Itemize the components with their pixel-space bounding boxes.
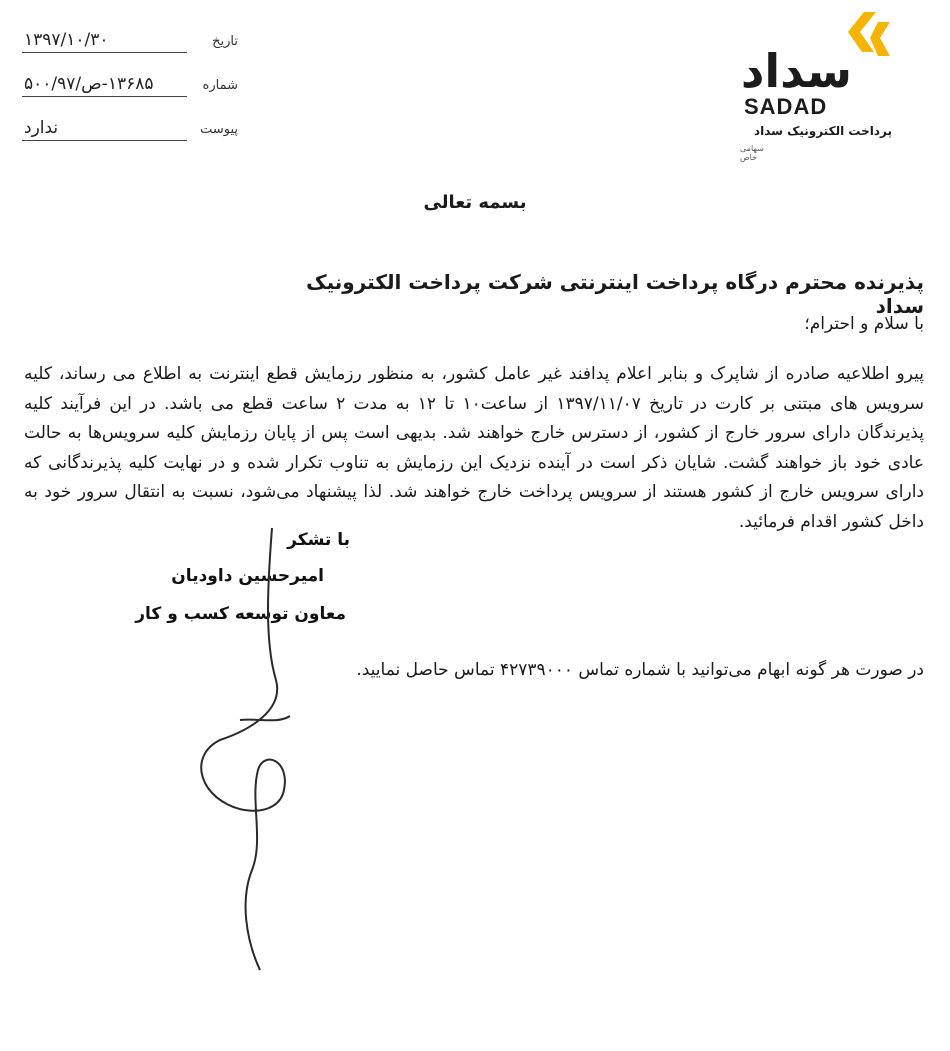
attachment-value: ندارد: [24, 118, 59, 138]
number-row: [22, 72, 252, 116]
signature-name: امیرحسین داودیان: [171, 566, 324, 586]
attachment-row: [22, 116, 252, 160]
number-label: شماره: [202, 78, 238, 93]
sadad-logo: [738, 8, 898, 162]
date-underline: [22, 52, 187, 53]
signature-title: معاون توسعه کسب و کار: [135, 604, 346, 624]
contact-text: در صورت هر گونه ابهام می‌توانید با شماره تماس ۴۲۷۳۹۰۰۰ تماس حاصل نمایید.: [356, 660, 924, 680]
recipient-heading: پذیرنده محترم درگاه پرداخت اینترنتی شرکت پرداخت الکترونیک سداد: [306, 270, 924, 318]
logo-company-type: سهامی خاص: [740, 144, 764, 162]
letter-meta: [22, 28, 252, 160]
attachment-underline: [22, 140, 187, 141]
attachment-label: پیوست: [200, 122, 238, 137]
date-label: تاریخ: [212, 34, 238, 49]
signature-thanks: با تشکر: [287, 530, 350, 550]
greeting-text: با سلام و احترام؛: [804, 314, 924, 334]
logo-company-name: پرداخت الکترونیک سداد: [753, 124, 892, 138]
handwritten-signature: [180, 520, 330, 1040]
logo-mark-text: سداد: [740, 44, 852, 98]
logo-english-text: SADAD: [744, 94, 828, 119]
number-underline: [22, 96, 187, 97]
letter-body: پیرو اطلاعیه صادره از شاپرک و بنابر اعلام پدافند غیر عامل کشور، به منظور رزمایش قطع اینترنت به اطلاع می رساند، کلیه سرویس های مبتنی بر کارت در تاریخ ۱۳۹۷/۱۱/۰۷ از ساعت۱۰ تا ۱۲ به مدت ۲ ساعت قطع می باشد. در این فرآیند کلیه پذیرندگان دارای سرور خارج از کشور، از دسترس خارج خواهند شد. بدیهی است پس از پایان رزمایش کلیه سرویس‌ها به حالت عادی خود باز خواهند گشت. شایان ذکر است در آینده نزدیک این رزمایش به تناوب تکرار شده و در نهایت کلیه پذیرندگانی که دارای سرویس خارج از کشور هستند از سرویس پرداخت خارج خواهند شد. لذا پیشنهاد می‌شود، نسبت به انتقال سرور خود به داخل کشور اقدام فرمائید.: [24, 364, 925, 532]
number-value: ۱۳۶۸۵-ص/۵۰۰/۹۷: [24, 74, 154, 94]
date-row: [22, 28, 252, 72]
date-value: ۱۳۹۷/۱۰/۳۰: [24, 30, 109, 50]
bismillah-heading: بسمه تعالی: [423, 192, 527, 213]
